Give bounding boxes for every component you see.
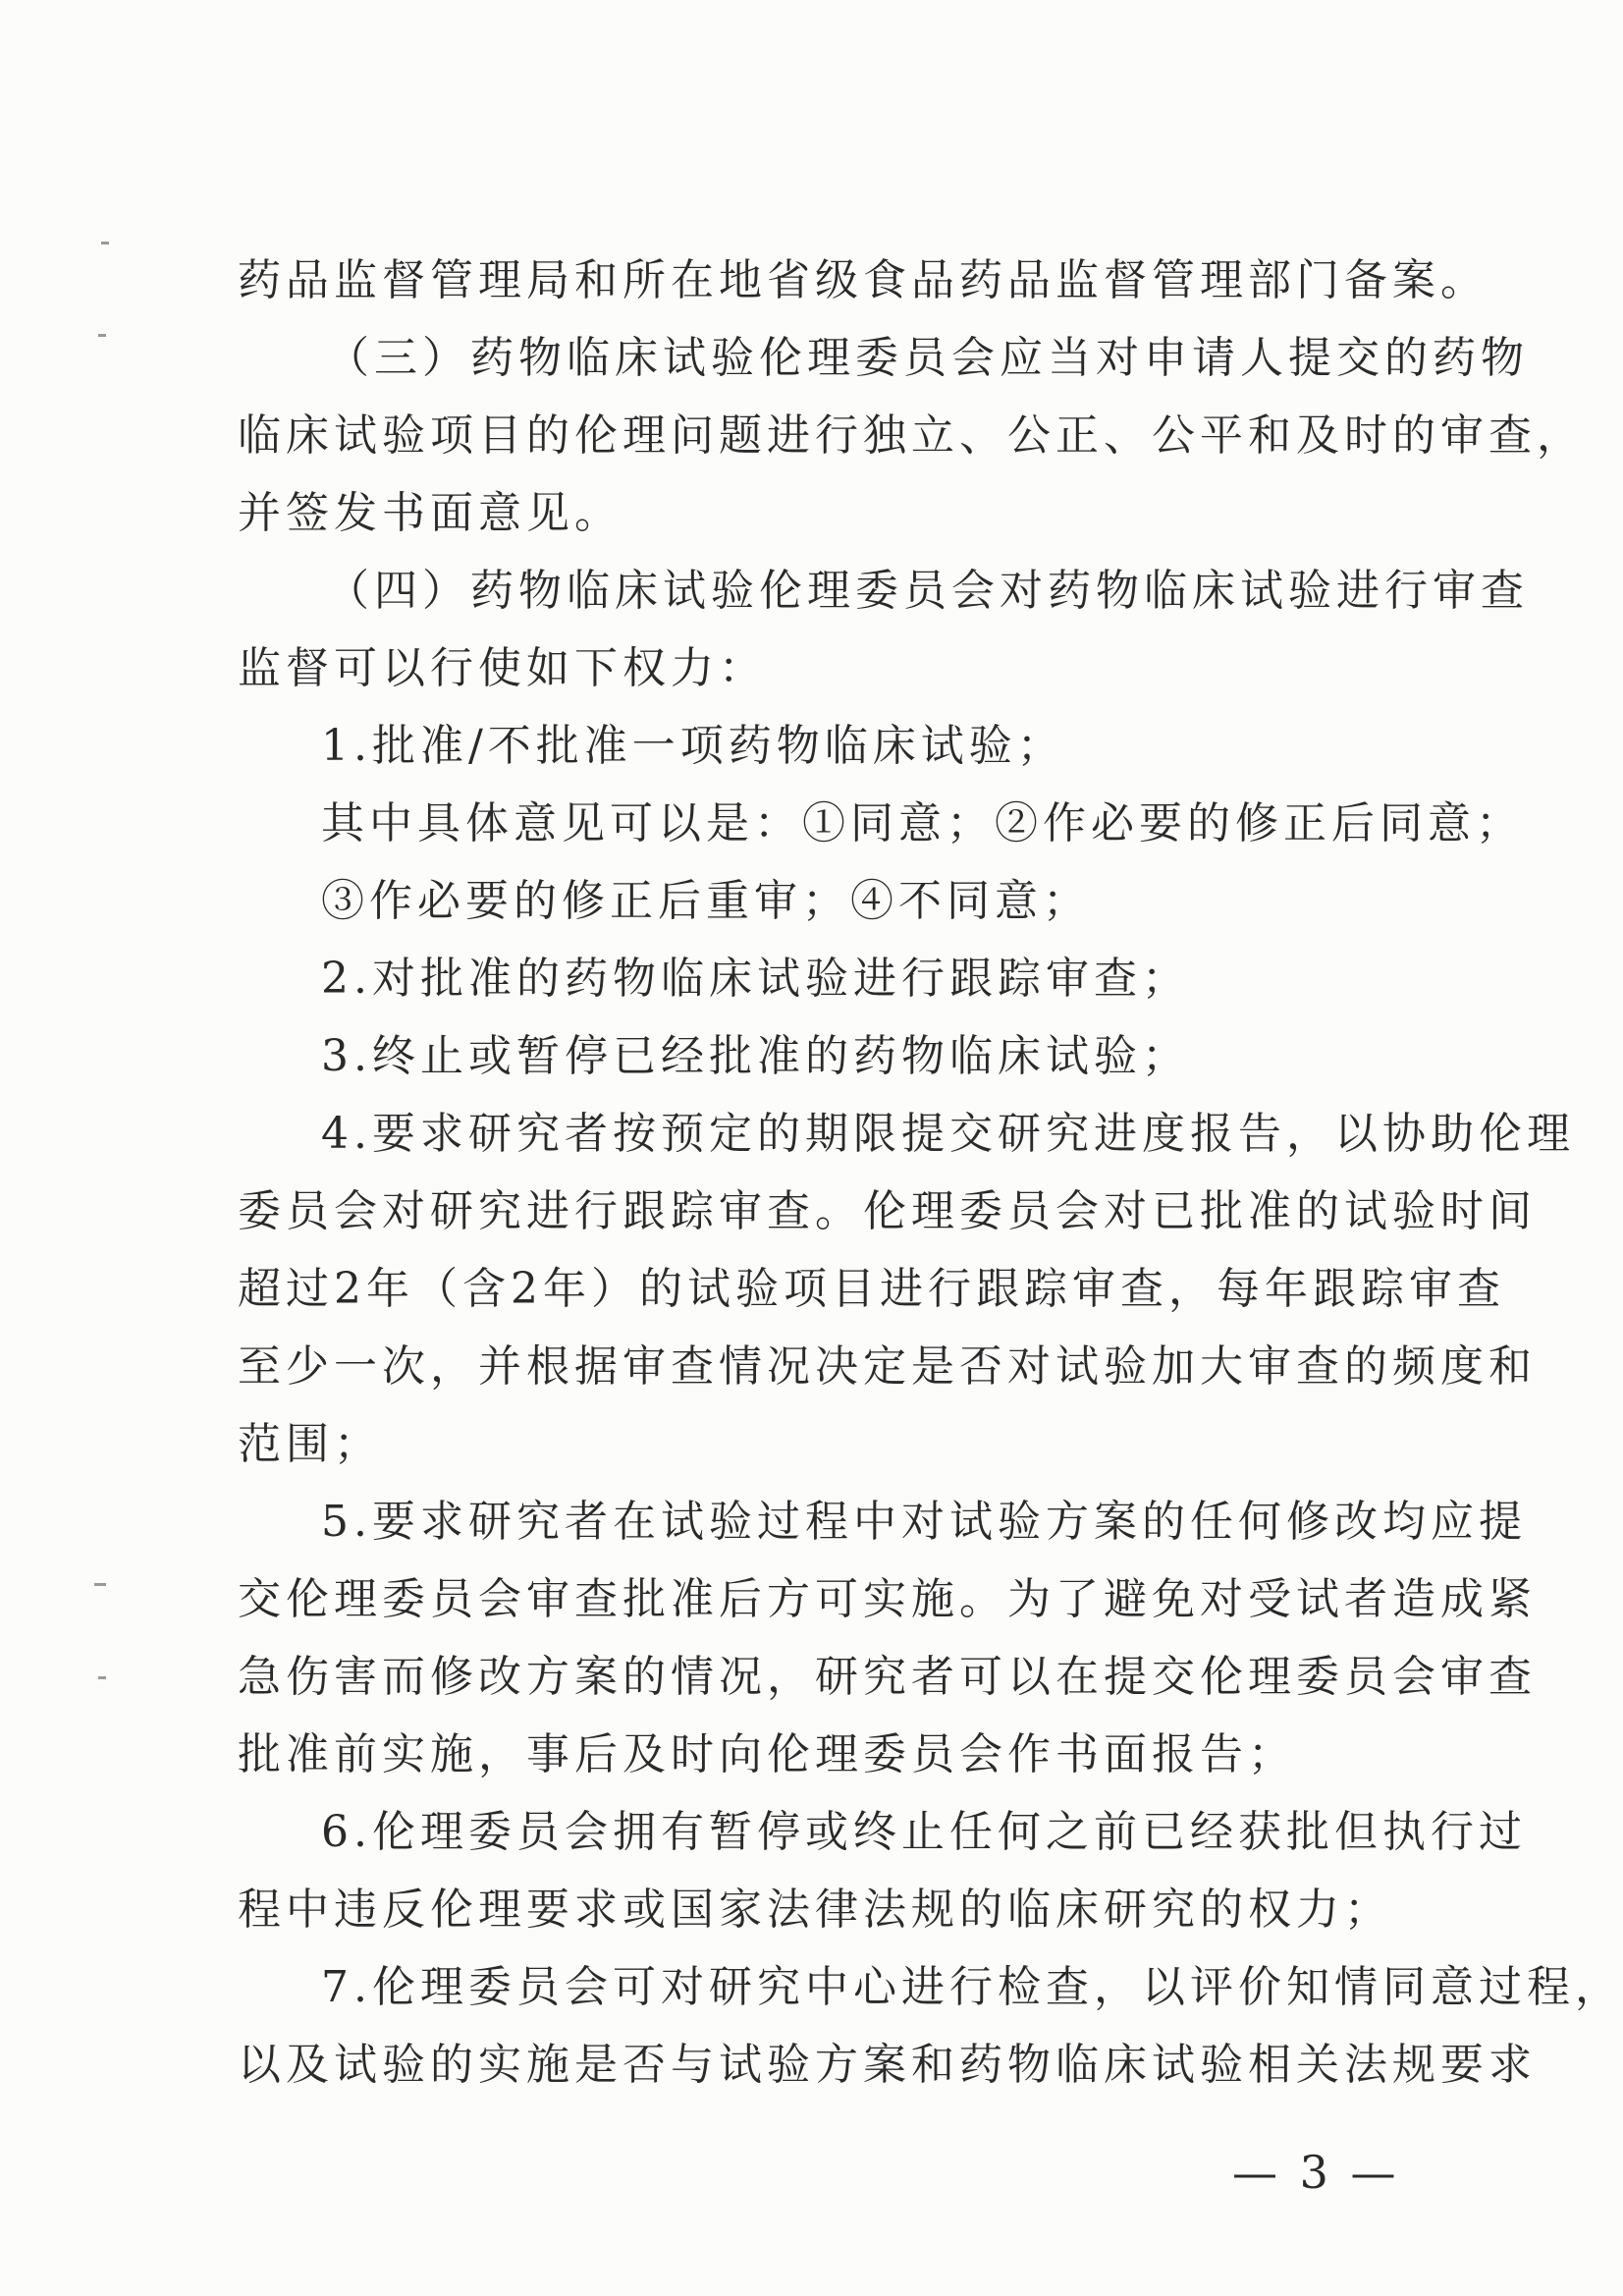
text-line: 交伦理委员会审查批准后方可实施。为了避免对受试者造成紧 <box>238 1574 1537 1624</box>
text-line: 1.批准/不批准一项药物临床试验； <box>321 721 1065 771</box>
text-line: 并签发书面意见。 <box>238 488 622 538</box>
text-line: ③作必要的修正后重审；④不同意； <box>321 876 1091 926</box>
text-line: 其中具体意见可以是：①同意；②作必要的修正后同意； <box>321 798 1524 848</box>
text-line: 4.要求研究者按预定的期限提交研究进度报告，以协助伦理 <box>321 1109 1575 1159</box>
text-line: 6.伦理委员会拥有暂停或终止任何之前已经获批但执行过 <box>321 1807 1527 1857</box>
text-line: 至少一次，并根据审查情况决定是否对试验加大审查的频度和 <box>238 1341 1537 1392</box>
text-line: （三）药物临床试验伦理委员会应当对申请人提交的药物 <box>326 333 1529 383</box>
text-line: 7.伦理委员会可对研究中心进行检查，以评价知情同意过程， <box>321 1962 1623 2012</box>
text-line: 以及试验的实施是否与试验方案和药物临床试验相关法规要求 <box>238 2040 1537 2090</box>
text-line: 2.对批准的药物临床试验进行跟踪审查； <box>321 954 1190 1004</box>
scan-mark <box>94 1583 106 1586</box>
text-line: 急伤害而修改方案的情况，研究者可以在提交伦理委员会审查 <box>238 1652 1537 1702</box>
scan-mark <box>98 1676 106 1679</box>
text-line: 程中违反伦理要求或国家法律法规的临床研究的权力； <box>238 1885 1392 1935</box>
page-number: — 3 — <box>1232 2146 1400 2199</box>
scan-mark <box>98 334 106 337</box>
text-line: 范围； <box>238 1419 382 1469</box>
text-line: 超过2年（含2年）的试验项目进行跟踪审查，每年跟踪审查 <box>238 1264 1505 1314</box>
text-line: 委员会对研究进行跟踪审查。伦理委员会对已批准的试验时间 <box>238 1186 1537 1236</box>
text-line: 3.终止或暂停已经批准的药物临床试验； <box>321 1031 1190 1081</box>
body-text <box>238 242 1623 2104</box>
text-line: 5.要求研究者在试验过程中对试验方案的任何修改均应提 <box>321 1497 1527 1547</box>
text-line: 药品监督管理局和所在地省级食品药品监督管理部门备案。 <box>238 255 1488 305</box>
text-line: 监督可以行使如下权力： <box>238 643 767 693</box>
scan-mark <box>101 242 109 245</box>
text-line: 临床试验项目的伦理问题进行独立、公正、公平和及时的审查， <box>238 410 1585 461</box>
text-line: 批准前实施，事后及时向伦理委员会作书面报告； <box>238 1729 1296 1779</box>
text-line: （四）药物临床试验伦理委员会对药物临床试验进行审查 <box>326 566 1529 616</box>
